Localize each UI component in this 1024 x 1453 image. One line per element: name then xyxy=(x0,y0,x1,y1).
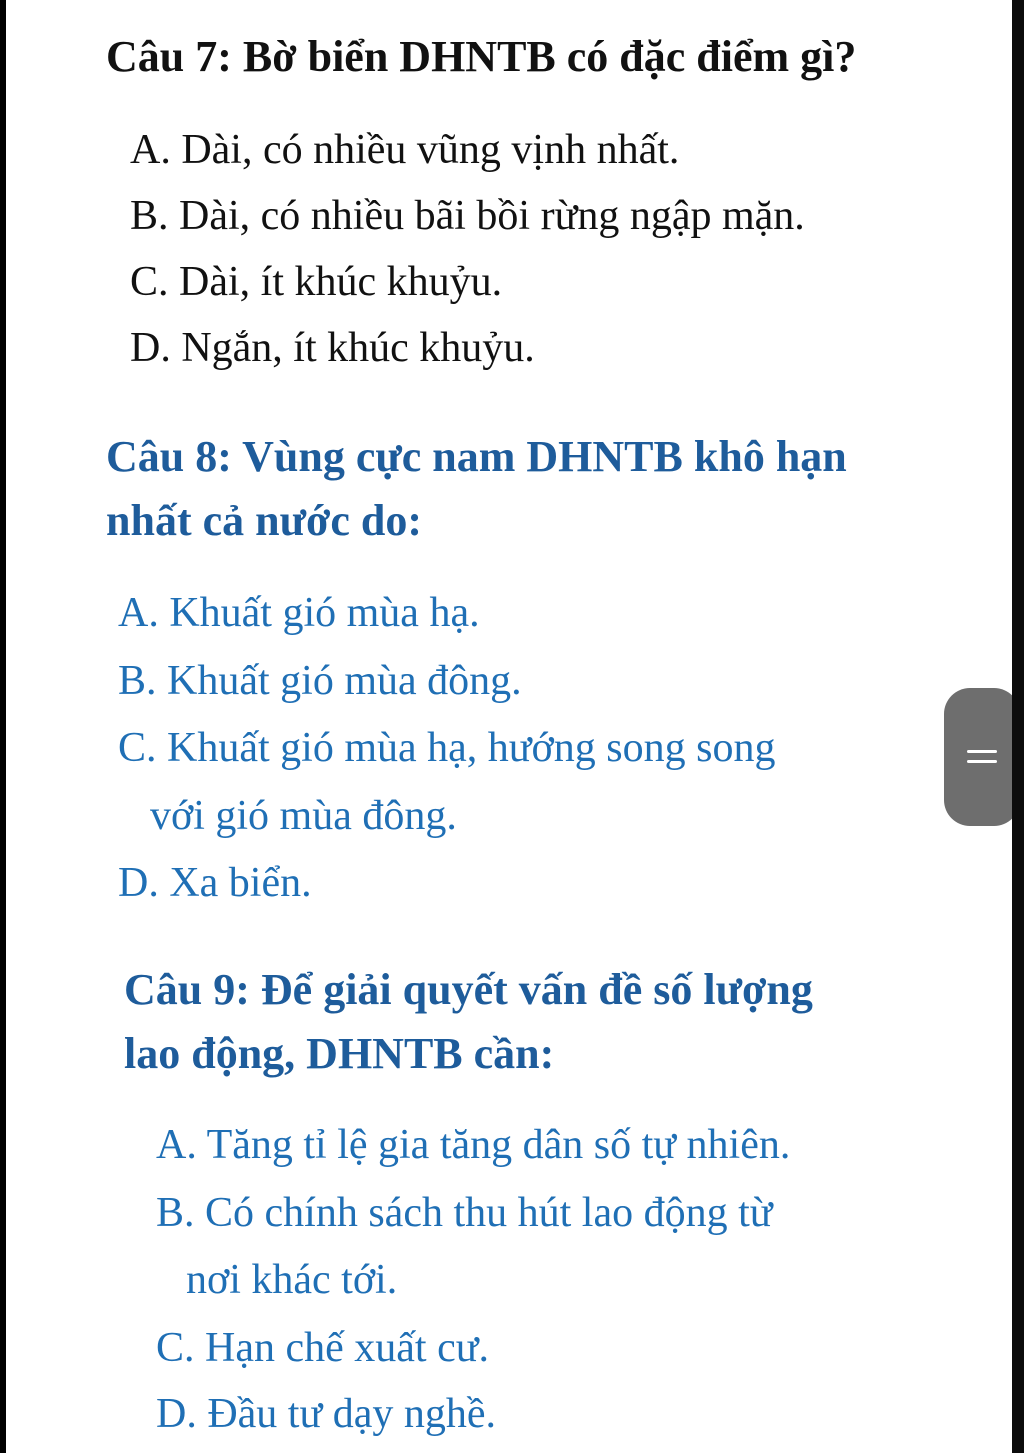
question-9-title-line-1: Câu 9: Để giải quyết vấn đề số lượng xyxy=(124,965,813,1014)
question-9-option-a: A. Tăng tỉ lệ gia tăng dân số tự nhiên. xyxy=(156,1122,791,1168)
question-7-option-d: D. Ngắn, ít khúc khuỷu. xyxy=(130,325,535,371)
question-8-option-b: B. Khuất gió mùa đông. xyxy=(118,658,522,704)
question-8-option-c: C. Khuất gió mùa hạ, hướng song song xyxy=(118,725,776,771)
question-8-option-a: A. Khuất gió mùa hạ. xyxy=(118,590,480,636)
question-8-option-c-continued: với gió mùa đông. xyxy=(150,793,457,839)
scroll-handle[interactable] xyxy=(944,688,1020,826)
question-9-title-line-2: lao động, DHNTB cần: xyxy=(124,1029,555,1078)
question-7-option-c: C. Dài, ít khúc khuỷu. xyxy=(130,259,503,305)
question-7-option-a: A. Dài, có nhiều vũng vịnh nhất. xyxy=(130,127,680,173)
question-7-title: Câu 7: Bờ biển DHNTB có đặc điểm gì? xyxy=(106,32,857,81)
question-8-title-line-1: Câu 8: Vùng cực nam DHNTB khô hạn xyxy=(106,432,847,481)
question-8-title-line-2: nhất cả nước do: xyxy=(106,496,423,545)
question-9-option-b: B. Có chính sách thu hút lao động từ xyxy=(156,1190,773,1236)
question-9-title xyxy=(124,958,813,1086)
question-8-title xyxy=(106,425,847,553)
question-9-option-c: C. Hạn chế xuất cư. xyxy=(156,1325,489,1371)
document-page xyxy=(6,0,1012,1453)
question-7-option-b: B. Dài, có nhiều bãi bồi rừng ngập mặn. xyxy=(130,193,805,239)
question-9-option-d: D. Đầu tư dạy nghề. xyxy=(156,1391,497,1437)
right-edge-strip xyxy=(1012,0,1024,1453)
question-8-option-d: D. Xa biển. xyxy=(118,860,312,906)
question-9-option-b-continued: nơi khác tới. xyxy=(186,1257,398,1303)
